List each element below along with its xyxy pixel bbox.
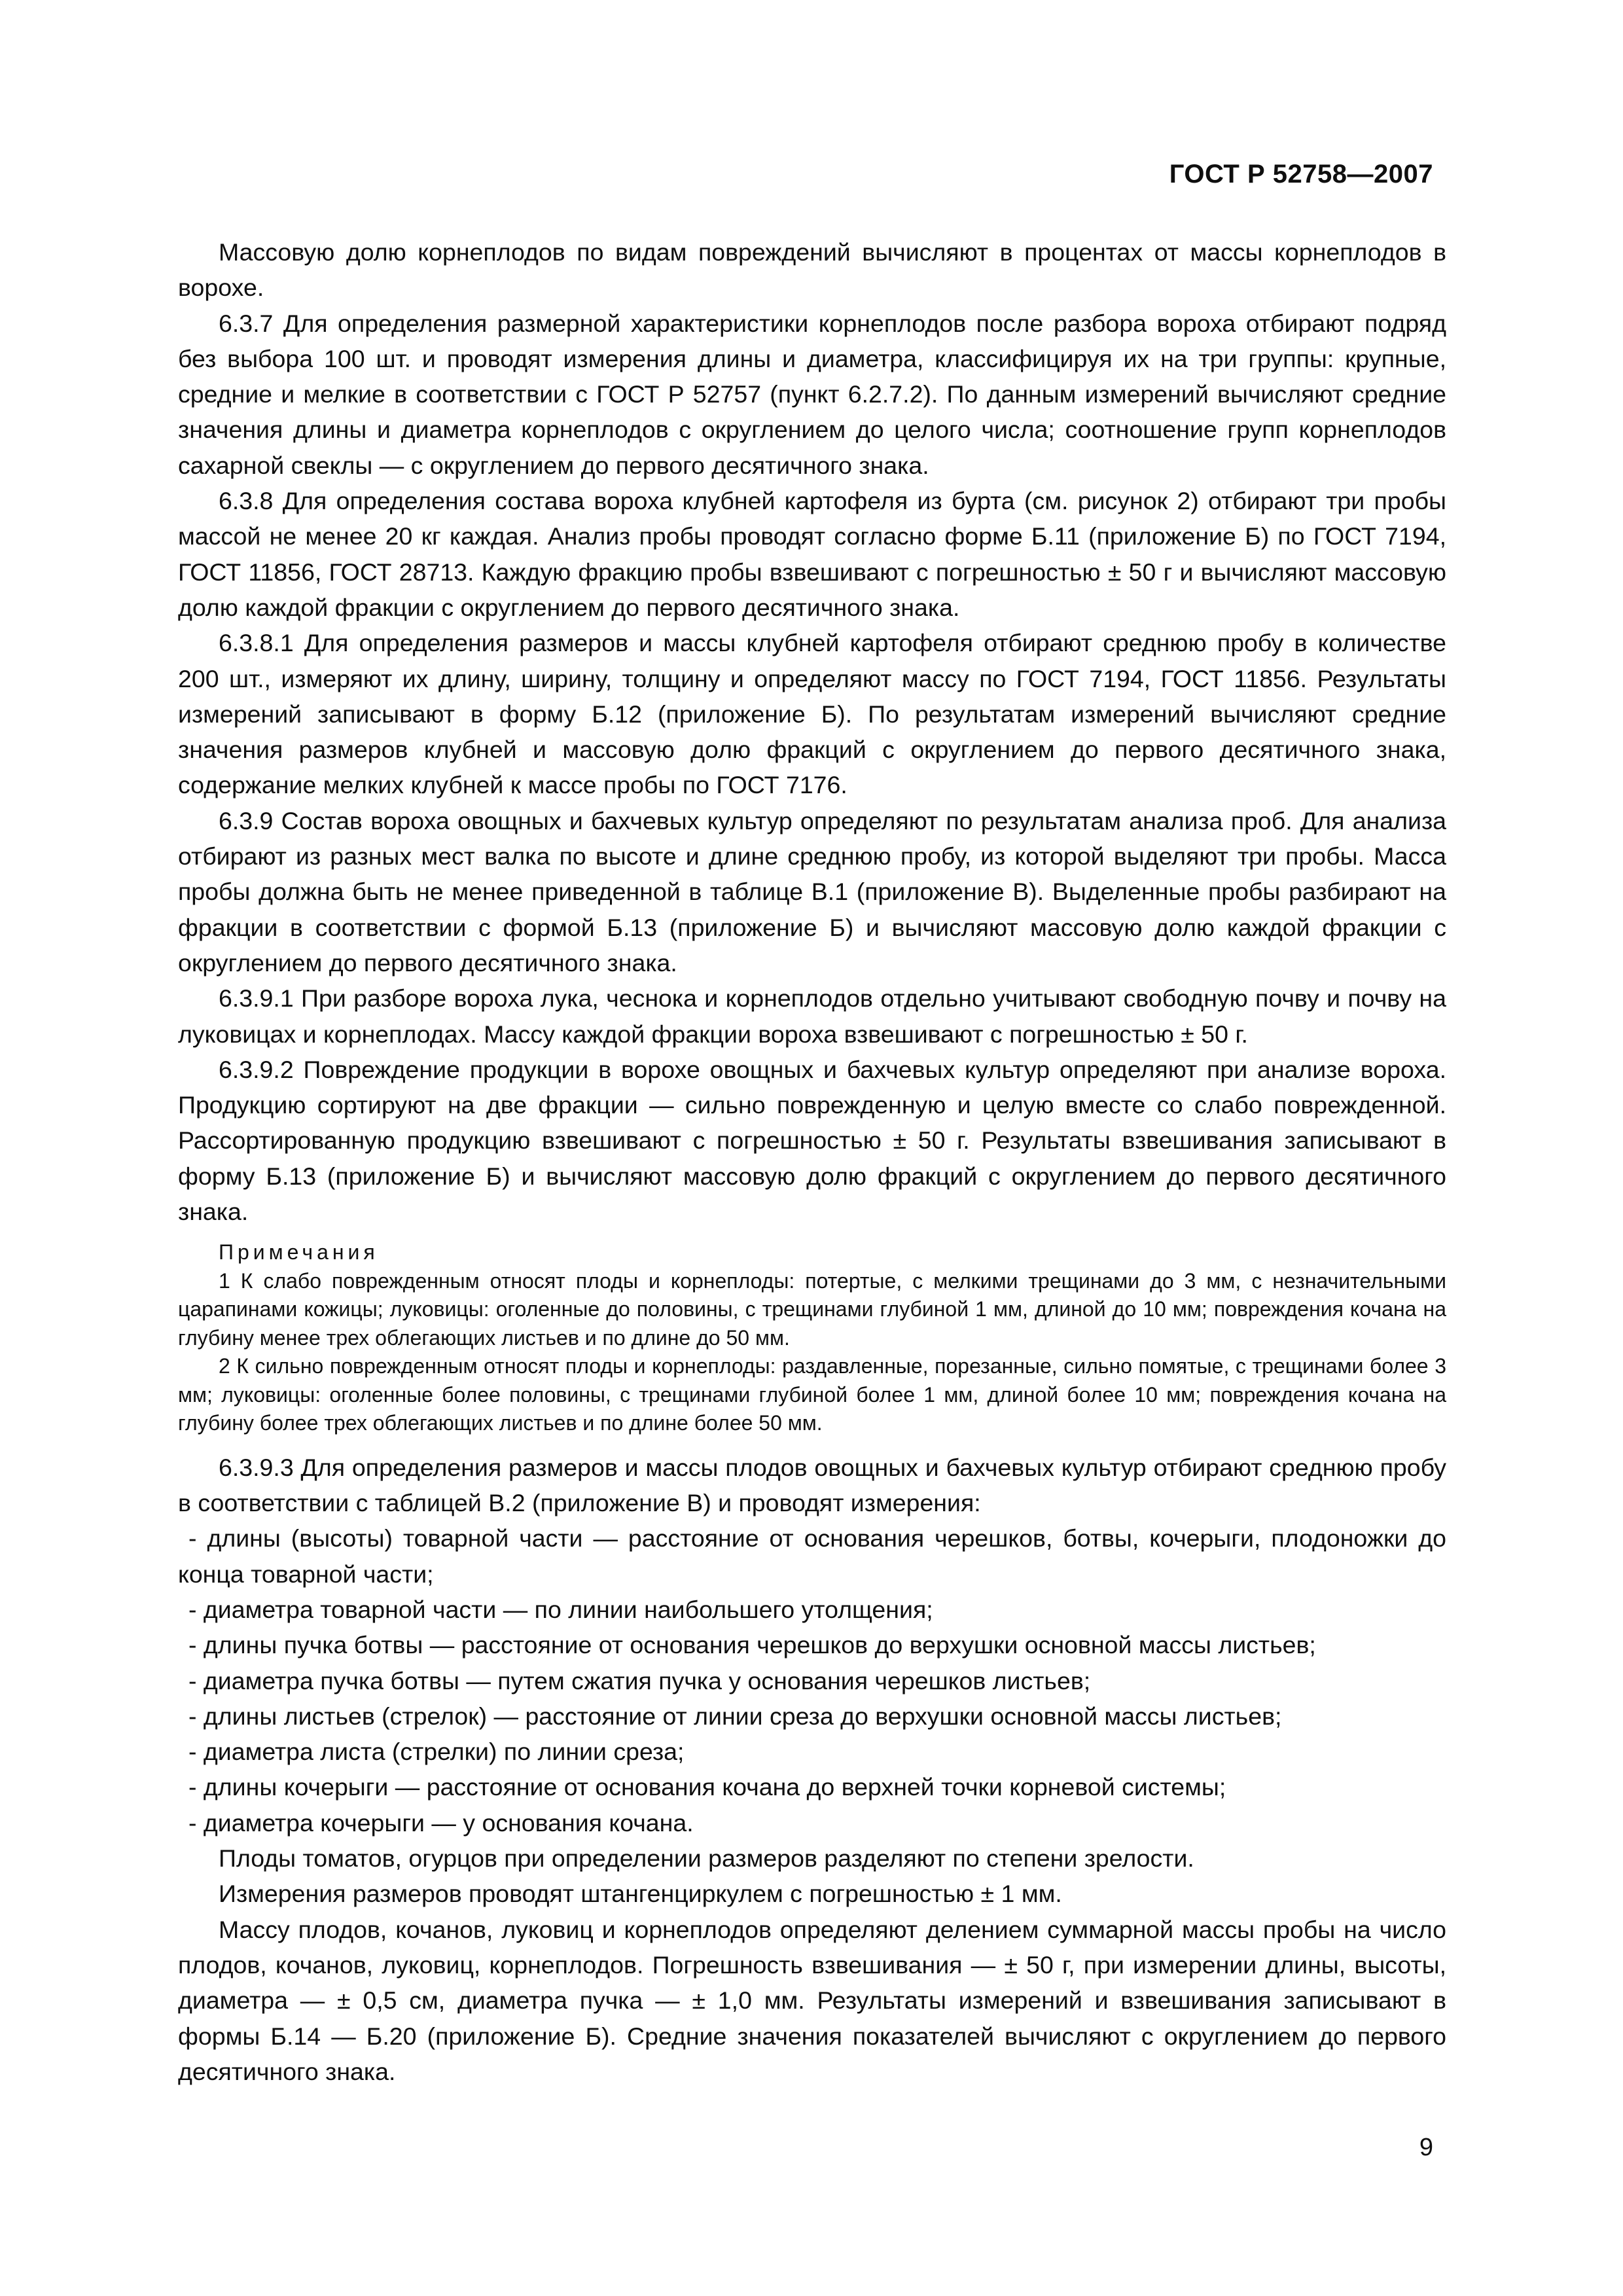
document-header: ГОСТ Р 52758—2007 bbox=[1169, 160, 1433, 188]
list-item: - длины кочерыги — расстояние от основания кочана до верхней точки корневой системы; bbox=[188, 1773, 1226, 1801]
page-number: 9 bbox=[1419, 2134, 1433, 2161]
paragraph-caliper: Измерения размеров проводят штангенциркулем с погрешностью ± 1 мм. bbox=[219, 1880, 1062, 1908]
paragraph-6-3-9-2: 6.3.9.2 Повреждение продукции в ворохе овощных и бахчевых культур определяют при анализе вороха. Продукцию сортируют на две фракции — сильно поврежденную и целую вместе со слабо поврежденной. Рассортированную продукцию взвешивают с погрешностью ± 50 г. Результаты взвешивания записывают в форму Б.13 (приложение Б) и вычисляют массовую долю фракций с округлением до первого десятичного знака. bbox=[178, 1055, 1446, 1226]
page-body bbox=[178, 234, 1446, 2089]
list-item: - длины пучка ботвы — расстояние от основания черешков до верхушки основной массы листьев; bbox=[188, 1631, 1316, 1659]
paragraph-6-3-9: 6.3.9 Состав вороха овощных и бахчевых культур определяют по результатам анализа проб. Для анализа отбирают из разных мест валка по высоте и длине среднюю пробу, из которой выделяют три пробы. Масса пробы должна быть не менее приведенной в таблице В.1 (приложение В). Выделенные пробы разбирают на фракции в соответствии с формой Б.13 (приложение Б) и вычисляют массовую долю каждой фракции с округлением до первого десятичного знака. bbox=[178, 806, 1446, 977]
paragraph-6-3-7: 6.3.7 Для определения размерной характеристики корнеплодов после разбора вороха отбирают подряд без выбора 100 шт. и проводят измерения длины и диаметра, классифицируя их на три группы: крупные, средние и мелкие в соответствии с ГОСТ Р 52757 (пункт 6.2.7.2). По данным измерений вычисляют средние значения длины и диаметра корнеплодов с округлением до целого числа; соотношение групп корнеплодов сахарной свеклы — с округлением до первого десятичного знака. bbox=[178, 309, 1446, 479]
paragraph-6-3-8: 6.3.8 Для определения состава вороха клубней картофеля из бурта (см. рисунок 2) отбирают три пробы массой не менее 20 кг каждая. Анализ пробы проводят согласно форме Б.11 (приложение Б) по ГОСТ 7194, ГОСТ 11856, ГОСТ 28713. Каждую фракцию пробы взвешивают с погрешностью ± 50 г и вычисляют массовую долю каждой фракции с округлением до первого десятичного знака. bbox=[178, 487, 1446, 621]
measurement-list bbox=[178, 1520, 1446, 1840]
list-item: - длины листьев (стрелок) — расстояние от линии среза до верхушки основной массы листьев; bbox=[188, 1702, 1282, 1730]
list-item: - диаметра кочерыги — у основания кочана. bbox=[188, 1808, 694, 1837]
list-item: - диаметра пучка ботвы — путем сжатия пучка у основания черешков листьев; bbox=[188, 1666, 1091, 1695]
list-item: - диаметра товарной части — по линии наибольшего утолщения; bbox=[188, 1596, 933, 1623]
list-item: - длины (высоты) товарной части — расстояние от основания черешков, ботвы, кочерыги, плодоножки до конца товарной части; bbox=[178, 1524, 1446, 1588]
paragraph-6-3-8-1: 6.3.8.1 Для определения размеров и массы клубней картофеля отбирают среднюю пробу в количестве 200 шт., измеряют их длину, ширину, толщину и определяют массу по ГОСТ 7194, ГОСТ 11856. Результаты измерений записывают в форму Б.12 (приложение Б). По результатам измерений вычисляют средние значения размеров клубней и массовую долю фракций с округлением до первого десятичного знака, содержание мелких клубней к массе пробы по ГОСТ 7176. bbox=[178, 629, 1446, 799]
paragraph-mass-share: Массовую долю корнеплодов по видам повреждений вычисляют в процентах от массы корнеплодов в ворохе. bbox=[178, 238, 1446, 302]
list-item: - диаметра листа (стрелки) по линии среза; bbox=[188, 1738, 685, 1766]
paragraph-6-3-9-3: 6.3.9.3 Для определения размеров и массы плодов овощных и бахчевых культур отбирают среднюю пробу в соответствии с таблицей В.2 (приложение В) и проводят измерения: bbox=[178, 1453, 1446, 1517]
paragraph-ripeness: Плоды томатов, огурцов при определении размеров разделяют по степени зрелости. bbox=[219, 1844, 1194, 1873]
note-item: 1 К слабо поврежденным относят плоды и корнеплоды: потертые, с мелкими трещинами до 3 мм, с незначительными царапинами кожицы; луковицы: оголенные до половины, с трещинами глубиной 1 мм, длиной до 10 мм; повреждения кочана на глубину менее трех облегающих листьев и по длине до 50 мм. bbox=[178, 1268, 1446, 1350]
paragraph-6-3-9-1: 6.3.9.1 При разборе вороха лука, чеснока и корнеплодов отдельно учитывают свободную почву и почву на луковицах и корнеплодах. Массу каждой фракции вороха взвешивают с погрешностью ± 50 г. bbox=[178, 984, 1446, 1048]
note-item: 2 К сильно поврежденным относят плоды и корнеплоды: раздавленные, порезанные, сильно помятые, с трещинами более 3 мм; луковицы: оголенные более половины, с трещинами глубиной более 1 мм, длиной более 10 мм; повреждения кочана на глубину более трех облегающих листьев и по длине более 50 мм. bbox=[178, 1354, 1446, 1435]
paragraph-mass-calculation: Массу плодов, кочанов, луковиц и корнеплодов определяют делением суммарной массы пробы на число плодов, кочанов, луковиц, корнеплодов. Погрешность взвешивания — ± 50 г, при измерении длины, высоты, диаметра — ± 0,5 см, диаметра пучка — ± 1,0 мм. Результаты измерений и взвешивания записывают в формы Б.14 — Б.20 (приложение Б). Средние значения показателей вычисляют с округлением до первого десятичного знака. bbox=[178, 1915, 1446, 2085]
notes-block bbox=[178, 1238, 1446, 1438]
notes-title: Примечания bbox=[219, 1240, 379, 1265]
